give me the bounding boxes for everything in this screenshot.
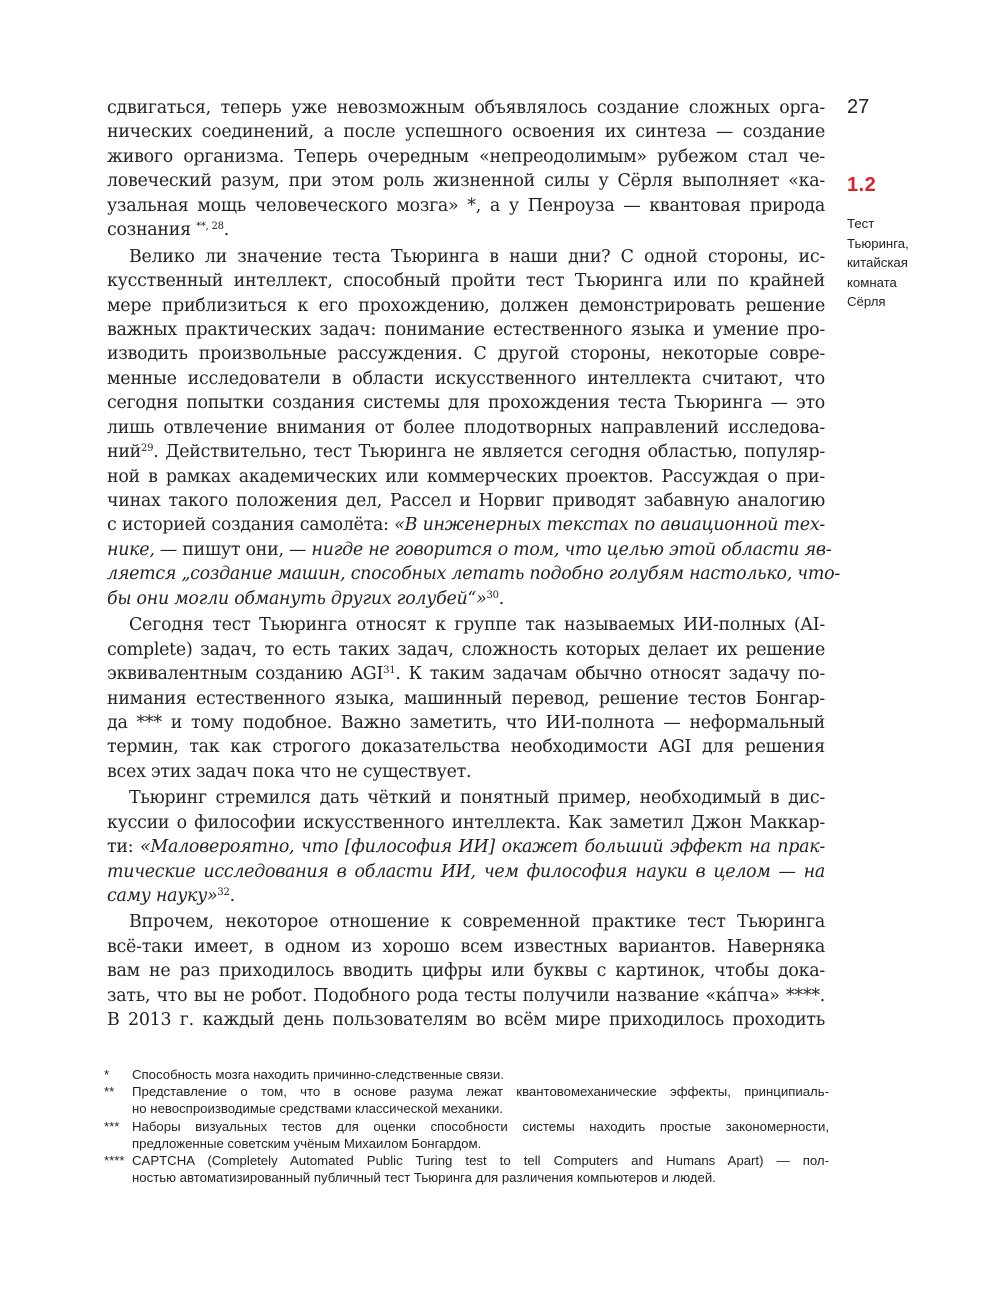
- text-line: чинах такого положения дел, Рассел и Норвиг приводят забавную аналогию: [107, 491, 825, 511]
- text-line: зать, что вы не робот. Подобного рода тесты получили название «ка́пча» ****.: [107, 985, 825, 1006]
- text-line: термин, так как строгого доказательства необходимости AGI для решения: [107, 737, 825, 758]
- section-title-line: Сёрля: [847, 294, 886, 309]
- text-line: живого организма. Теперь очередным «непреодолимым» рубежом стал че-: [107, 146, 825, 167]
- text-line: ний$^{29}$. Действительно, тест Тьюринга не является сегодня областью, популяр-: [107, 442, 825, 463]
- text-line: тические исследования в области ИИ, чем философия науки в целом — на: [107, 861, 825, 882]
- paragraph-4: [107, 786, 825, 908]
- text-line: мере приблизиться к его прохождению, должен демонстрировать решение: [107, 295, 825, 316]
- text-line: эквивалентным созданию AGI$^{31}$. К таким задачам обычно относят задачу по-: [107, 664, 825, 685]
- footnote: [104, 1083, 829, 1117]
- text-line: лишь отвлечение внимания от более плодотворных направлений исследова-: [107, 417, 825, 438]
- footnote-text: Способность мозга находить причинно-следственные связи.: [132, 1067, 504, 1082]
- text-line: сегодня попытки создания системы для прохождения теста Тьюринга — это: [107, 393, 825, 414]
- section-title-line: китайская: [847, 255, 908, 270]
- footnote-mark: ****: [104, 1153, 125, 1169]
- section-title-line: Тест: [847, 216, 875, 231]
- footnote-mark: *: [104, 1067, 110, 1082]
- text-line: узальная мощь человеческого мозга» *, а у Пенроуза — квантовая природа: [107, 195, 825, 216]
- section-title: [847, 214, 957, 312]
- footnote-ref[interactable]: 32: [217, 887, 230, 898]
- paragraph-2: [107, 245, 840, 612]
- page-number: 27: [847, 96, 870, 118]
- text-line: сдвигаться, теперь уже невозможным объявлялось создание сложных орга-: [107, 98, 825, 118]
- text-line: В 2013 г. каждый день пользователям во всём мире приходилось проходить: [107, 1010, 825, 1031]
- footnote-ref[interactable]: 29: [141, 443, 154, 455]
- text-line: кусственный интеллект, способный пройти тест Тьюринга или по крайней: [107, 271, 825, 292]
- body-text: [107, 96, 840, 1033]
- text-line: с историей создания самолёта: «В инженерных текстах по авиационной тех-: [107, 515, 825, 536]
- footnote-text: Представление о том, что в основе разума лежат квантовомеханические эффекты, принципиаль-: [132, 1084, 829, 1100]
- footnote-text: ностью автоматизированный публичный тест Тьюринга для различения компьютеров и людей.: [132, 1170, 716, 1186]
- text-line: всё-таки имеет, в одном из хорошо всем известных вариантов. Наверняка: [107, 936, 825, 957]
- text-line: complete) задач, то есть таких задач, сложность которых делает их решение: [107, 639, 825, 660]
- text-line: ти: «Маловероятно, что [философия ИИ] окажет больший эффект на прак-: [107, 837, 825, 858]
- text-line: нических соединений, а после успешного освоения их синтеза — создание: [107, 122, 825, 143]
- footnote-text: предложенные советским учёным Михаилом Бонгардом.: [132, 1135, 482, 1151]
- text-line: нике, — пишут они, — нигде не говорится о том, что целью этой области яв-: [107, 539, 832, 560]
- footnote-text: но невоспроизводимые средствами классической механики.: [132, 1101, 503, 1117]
- footnote-text: CAPTCHA (Completely Automated Public Turing test to tell Computers and Humans Apart) — пол-: [132, 1153, 829, 1169]
- footnote-ref[interactable]: **, 28: [196, 221, 224, 233]
- text-line: Впрочем, некоторое отношение к современной практике тест Тьюринга: [129, 912, 825, 933]
- text-line: ляется „создание машин, способных летать подобно голубям настолько, что-: [107, 564, 840, 585]
- section-title-line: Тьюринга,: [847, 235, 909, 251]
- footnote-ref[interactable]: 31: [383, 665, 396, 677]
- text-line: Сегодня тест Тьюринга относят к группе так называемых ИИ-полных (AI-: [129, 615, 825, 636]
- text-line: куссии о философии искусственного интеллекта. Как заметил Джон Маккар-: [107, 812, 825, 833]
- footnote-text: Наборы визуальных тестов для оценки способности системы находить простые закономерности,: [132, 1118, 829, 1134]
- footnotes: [104, 1066, 829, 1186]
- section-title-line: комната: [847, 274, 897, 290]
- paragraph-3: [107, 613, 825, 784]
- text-line: ловеческий разум, при этом роль жизненной силы у Сёрля выполняет «ка-: [107, 171, 825, 192]
- text-line: нимания естественного языка, машинный перевод, решение тестов Бонгар-: [107, 688, 825, 709]
- text-line: бы они могли обмануть других голубей“»$^{30}$.: [107, 588, 504, 609]
- text-line: всех этих задач пока что не существует.: [107, 761, 472, 782]
- quote: «В инженерных текстах по авиационной тех-: [394, 515, 825, 536]
- text-line: изводить произвольные рассуждения. С другой стороны, некоторые совре-: [107, 344, 825, 365]
- quote: «Маловероятно, что [философия ИИ] окажет больший эффект на прак-: [140, 837, 825, 858]
- text-line: Велико ли значение теста Тьюринга в наши дни? С одной стороны, ис-: [129, 246, 825, 267]
- footnote: [104, 1066, 829, 1083]
- footnote-ref[interactable]: 30: [486, 589, 499, 601]
- section-number: 1.2: [847, 174, 877, 196]
- footnote-mark: ***: [104, 1118, 120, 1134]
- text-line: сознания $^{**, 28}$.: [107, 220, 229, 241]
- text-line: менные исследователи в области искусственного интеллекта считают, что: [107, 368, 825, 389]
- text-line: да *** и тому подобное. Важно заметить, что ИИ-полнота — неформальный: [107, 712, 825, 733]
- text-line: ной в рамках академических или коммерческих проектов. Рассуждая о при-: [107, 466, 825, 487]
- footnote: [104, 1118, 829, 1152]
- text-line: Тьюринг стремился дать чёткий и понятный пример, необходимый в дис-: [129, 788, 825, 809]
- text-line: вам не раз приходилось вводить цифры или буквы с картинок, чтобы дока-: [107, 961, 825, 982]
- footnote-mark: **: [104, 1084, 115, 1100]
- text-line: важных практических задач: понимание естественного языка и умение про-: [107, 319, 825, 340]
- paragraph-5: [107, 910, 825, 1032]
- text-line: саму науку»$^{32}$.: [107, 886, 235, 906]
- footnote: [104, 1152, 829, 1186]
- paragraph-1: [107, 96, 825, 243]
